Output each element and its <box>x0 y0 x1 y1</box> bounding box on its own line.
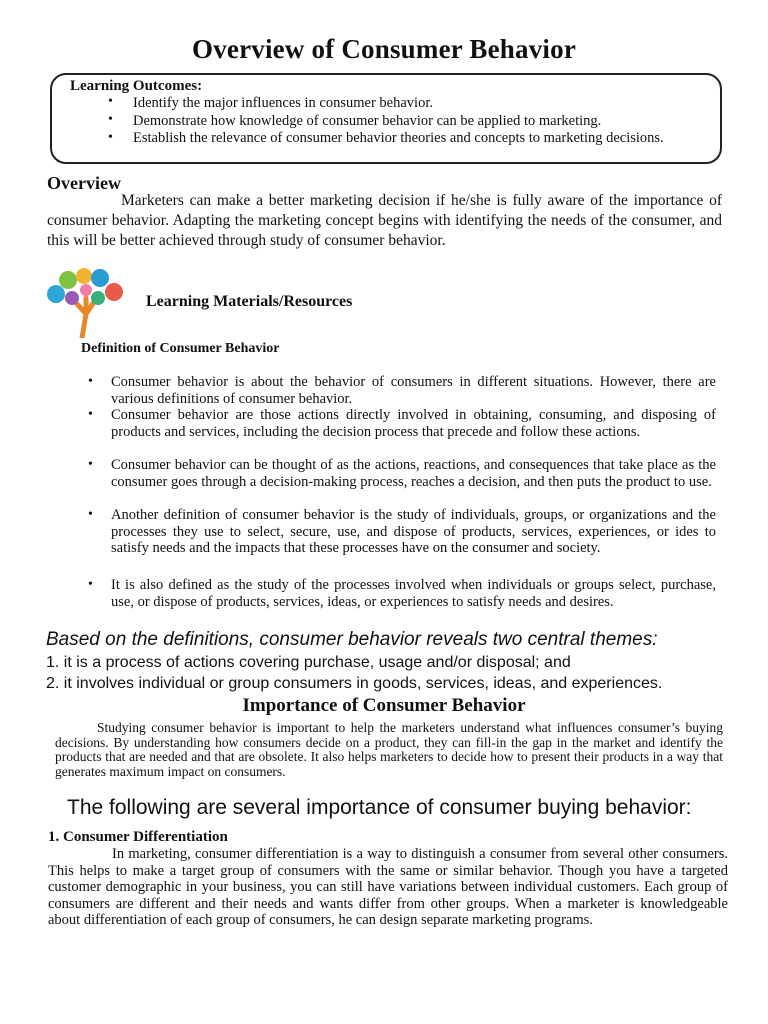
page-title: Overview of Consumer Behavior <box>192 34 576 64</box>
learning-materials-heading: Learning Materials/Resources <box>146 293 353 310</box>
definition-item: Consumer behavior are those actions directly involved in obtaining, consuming, and disposing of products and services, including the decision process that precede and follow these actions. <box>111 407 716 440</box>
definition-heading: Definition of Consumer Behavior <box>81 341 280 356</box>
definition-item: Consumer behavior is about the behavior of consumers in different situations. However, there are various definitions of consumer behavior. <box>111 374 716 407</box>
consumer-differentiation-paragraph: In marketing, consumer differentiation is a way to distinguish a consumer from several other consumers. This helps to make a target group of consumers with the same or similar behavior. Though you have a targeted customer demographic in your business, you can still have variations between individual customers. Each group of consumers are different and their needs and wants differ from other groups. When a marketer is knowledgeable about differentiation of each group of consumers, he can design separate marketing programs. <box>48 846 728 928</box>
bullet: • <box>88 577 93 592</box>
learning-outcome-item: Identify the major influences in consumer behavior. <box>133 95 433 111</box>
learning-outcomes-heading: Learning Outcomes: <box>70 78 203 94</box>
importance-list-intro: The following are several importance of consumer buying behavior: <box>67 796 692 819</box>
definition-item: Consumer behavior can be thought of as the actions, reactions, and consequences that take place as the consumer goes through a decision-making process, reaches a decision, and then puts the product to use. <box>111 457 716 490</box>
consumer-differentiation-heading: 1. Consumer Differentiation <box>48 829 228 845</box>
themes-heading: Based on the definitions, consumer behavior reveals two central themes: <box>46 629 658 650</box>
learning-outcome-item: Establish the relevance of consumer behavior theories and concepts to marketing decisions. <box>133 130 664 146</box>
importance-heading: Importance of Consumer Behavior <box>242 695 526 716</box>
theme-item: 2. it involves individual or group consumers in goods, services, ideas, and experiences. <box>46 675 663 692</box>
overview-heading: Overview <box>47 173 121 193</box>
learning-outcome-item: Demonstrate how knowledge of consumer behavior can be applied to marketing. <box>133 113 602 129</box>
bullet: • <box>108 94 113 109</box>
bullet: • <box>108 112 113 127</box>
importance-paragraph: Studying consumer behavior is important to help the marketers understand what influences consumer’s buying decisions. By understanding how consumers decide on a product, they can fill-in the gap in the market and identify the products that are needed and that are obsolete. It also helps marketers to decide how to present their products in a way that generates maximum impact on consumers. <box>55 720 723 779</box>
bullet: • <box>88 457 93 472</box>
bullet: • <box>88 374 93 389</box>
bullet: • <box>108 130 113 145</box>
definition-item: Another definition of consumer behavior is the study of individuals, groups, or organizations and the processes they use to select, secure, use, and dispose of products, services, experiences, or ides to satisfy needs and the impacts that these processes have on the consumer and society. <box>111 507 716 556</box>
knowledge-tree-icon <box>42 268 128 338</box>
theme-item: 1. it is a process of actions covering purchase, usage and/or disposal; and <box>46 654 571 671</box>
bullet: • <box>88 507 93 522</box>
bullet: • <box>88 407 93 422</box>
overview-paragraph: Marketers can make a better marketing decision if he/she is fully aware of the importance of consumer behavior. Adapting the marketing concept begins with identifying the needs of the consumer, and this will be better achieved through study of consumer behavior. <box>47 192 722 249</box>
definition-item: It is also defined as the study of the processes involved when individuals or groups select, purchase, use, or dispose of products, services, ideas, or experiences to satisfy needs and desires. <box>111 577 716 610</box>
